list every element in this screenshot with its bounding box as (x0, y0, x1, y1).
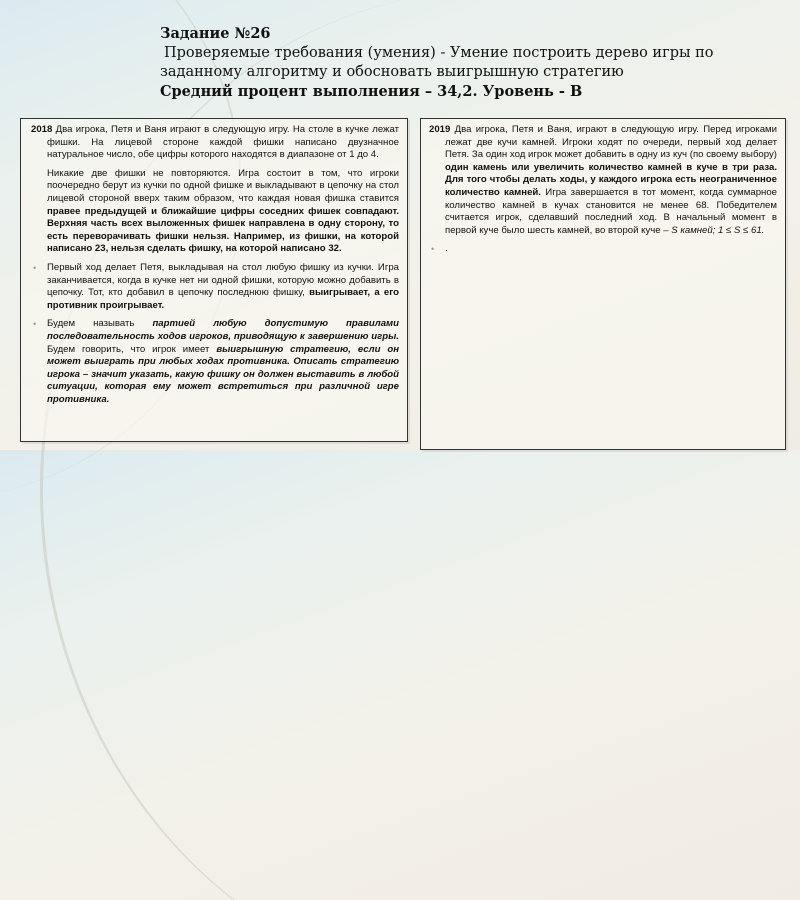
paragraph-italic-text: S камней; 1 ≤ S ≤ 61. (671, 224, 765, 236)
task-2018-definitions (31, 318, 399, 406)
year-label: 2019 (429, 124, 451, 135)
bullet-icon: • (431, 244, 435, 255)
paragraph-text: Никакие две фишки не повторяются. Игра состоит в том, что игроки поочередно берут из кучки по одной фишке и выкладывают в цепочку на стол лицевой стороной вверх таким образом, что каждая новая фишка ставится (47, 167, 399, 204)
paragraph-text: . (445, 243, 448, 255)
requirements-line-1: Проверяемые требования (умения) - Умение построить дерево игры по (164, 45, 714, 61)
paragraph-bold-text: правее предыдущей и ближайшие цифры соседних фишек совпадают. Верхняя часть всех выложенных фишек направлена в одну сторону, то есть переворачивать фишки нельзя. Например, из фишки, на которой написано 23, нельзя сделать фишку, на которой написано 32. (47, 205, 399, 255)
paragraph-text: Два игрока, Петя и Ваня играют в следующую игру. На столе в кучке лежат фишки. На лицевой стороне каждой фишки написано двузначное натуральное число, обе цифры которого находятся в диапазоне от 1 до 4. (47, 124, 399, 161)
task-2019-box (420, 118, 786, 450)
paragraph-text: Игра завершается в тот момент, когда суммарное количество камней в кучах становится не менее 68. Победителем считается игрок, сделавший последний ход. В начальный момент в первой куче было шесть камней, во второй куче – (445, 186, 778, 236)
task-2019-empty-bullet (429, 243, 777, 256)
slide-header (160, 24, 760, 102)
paragraph-bold-text: выигрывает, а его противник проигрывает. (47, 287, 399, 311)
task-2018-box (20, 118, 408, 442)
paragraph-bold-italic-text: выигрышную стратегию, если он может выиграть при любых ходах противника. Описать стратегию игрока – значит указать, какую фишку он должен выставить в любой ситуации, которая ему может встретиться при различной игре противника. (47, 343, 399, 405)
year-label: 2018 (31, 124, 53, 135)
task-title: Задание №26 (160, 25, 271, 42)
bullet-icon: • (33, 262, 37, 273)
bullet-icon: • (33, 319, 37, 330)
paragraph-text: Два игрока, Петя и Ваня, играют в следующую игру. Перед игроками лежат две кучи камней. Игроки ходят по очереди, первый ход делает Петя. За один ход игрок может добавить в одну из куч (по своему выбору) (445, 124, 777, 161)
requirements-line-2: заданному алгоритму и обосновать выигрышную стратегию (160, 64, 624, 80)
task-2018-first-move (31, 262, 399, 312)
paragraph-bold-text: один камень или увеличить количество камней в куче в три раза. Для того чтобы делать ходы, у каждого игрока есть неограниченное количество камней. (445, 161, 777, 198)
task-2019-text (429, 124, 777, 237)
task-2018-intro (31, 124, 399, 162)
task-2018-rules (31, 168, 399, 256)
paragraph-text: Первый ход делает Петя, выкладывая на стол любую фишку из кучки. Игра заканчивается, когда в кучке нет ни одной фишки, которую можно добавить в цепочку. Тот, кто добавил в цепочку последнюю фишку, (47, 261, 399, 299)
paragraph-text: Будем называть (47, 318, 153, 330)
paragraph-bold-italic-text: партией любую допустимую правилами последовательность ходов игроков, приводящую к завершению игры. (47, 318, 399, 342)
paragraph-text: Будем говорить, что игрок имеет (47, 343, 217, 355)
completion-percent: Средний процент выполнения – 34,2. Уровень - В (160, 83, 583, 100)
